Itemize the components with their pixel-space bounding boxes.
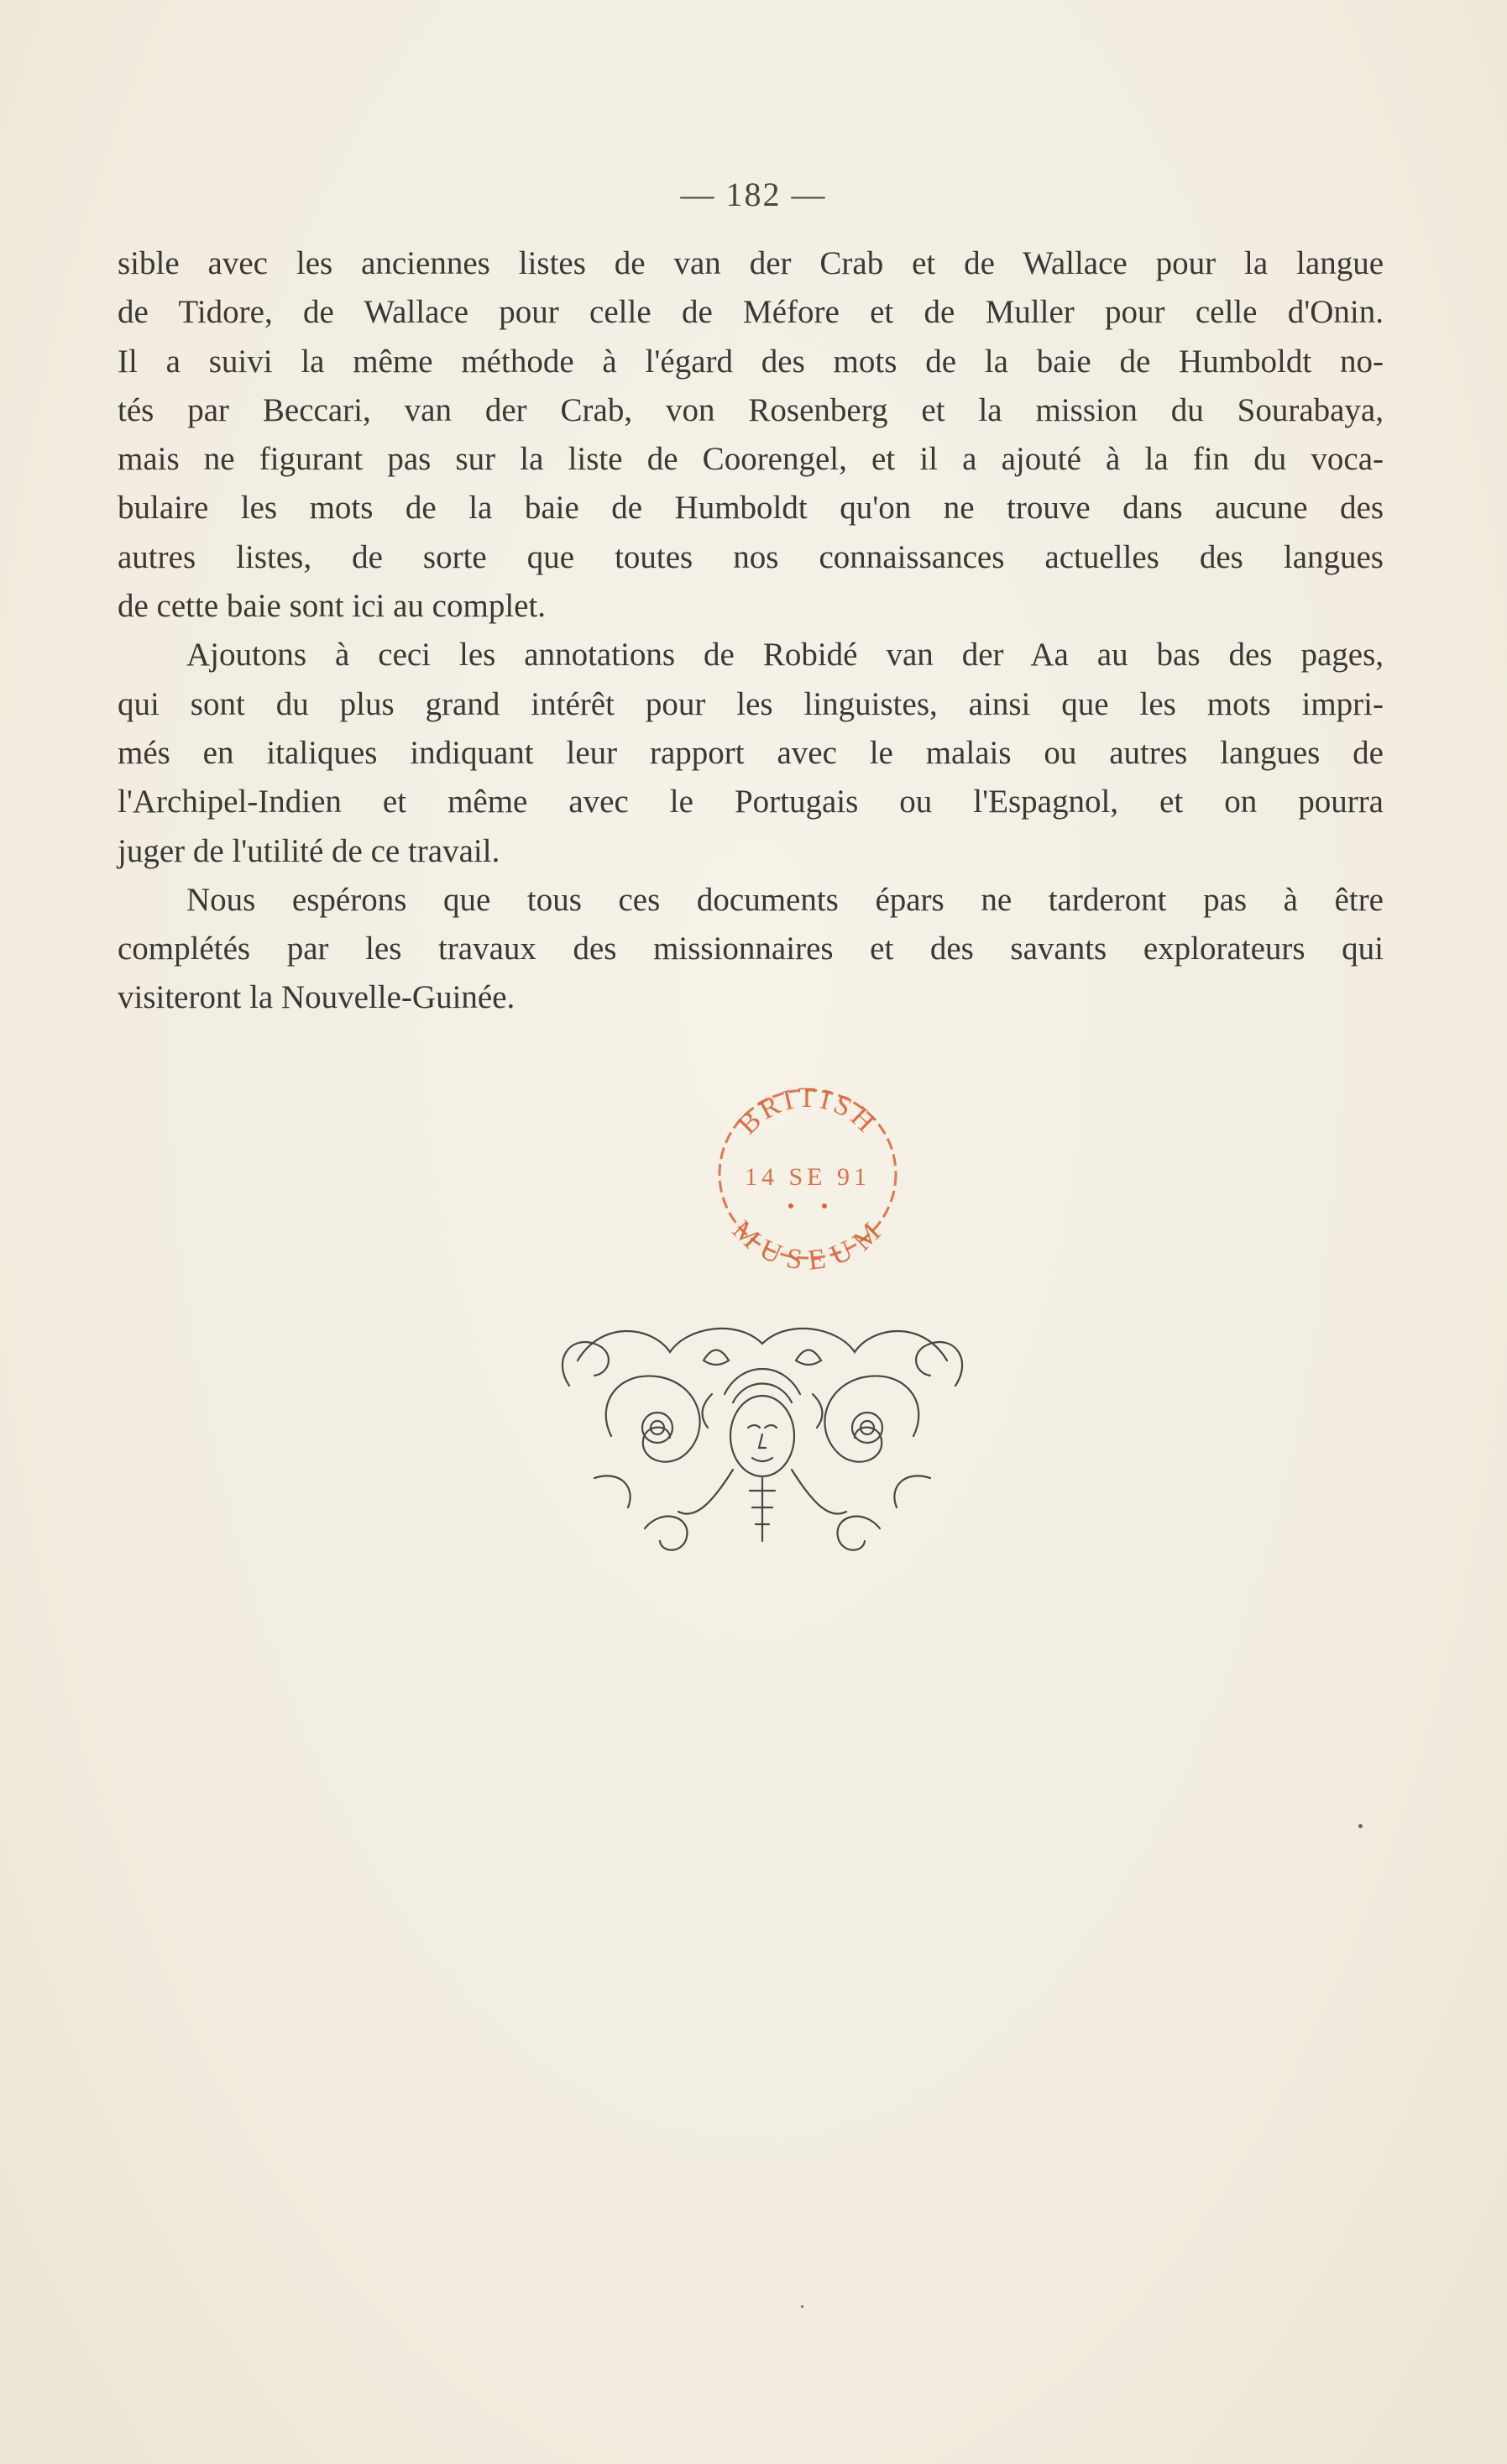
text-line: autres listes, de sorte que toutes nos connaissances actuelles des langues [118, 538, 1384, 575]
svg-text:MUSEUM [726, 1214, 889, 1275]
text-line: de cette baie sont ici au complet. [118, 588, 547, 625]
text-line: tés par Beccari, van der Crab, von Rosenberg et la mission du Sourabaya, [118, 391, 1384, 428]
page-speck [1358, 1824, 1363, 1828]
text-line: l'Archipel-Indien et même avec le Portugais ou l'Espagnol, et on pourra [118, 784, 1384, 820]
text-line: complétés par les travaux des missionnaires et des savants explorateurs qui [118, 931, 1384, 967]
vignette-mask-scrollwork-icon [544, 1310, 981, 1562]
text-line: més en italiques indiquant leur rapport avec le malais ou autres langues de [118, 734, 1384, 771]
text-line: mais ne figurant pas sur la liste de Coorengel, et il a ajouté à la fin du voca- [118, 441, 1384, 478]
text-line: Nous espérons que tous ces documents épars ne tarderont pas à être [186, 881, 1384, 918]
stamp-bottom-text: MUSEUM [726, 1214, 889, 1275]
text-line: sible avec les anciennes listes de van der Crab et de Wallace pour la langue [118, 245, 1384, 281]
svg-text:BRITISH [732, 1083, 883, 1140]
text-line: Il a suivi la même méthode à l'égard des mots de la baie de Humboldt no- [118, 343, 1384, 380]
text-line: de Tidore, de Wallace pour celle de Méfore et de Muller pour celle d'Onin. [118, 294, 1384, 331]
text-line: visiteront la Nouvelle-Guinée. [118, 979, 515, 1016]
page-number: — 182 — [680, 176, 827, 213]
text-line: bulaire les mots de la baie de Humboldt qu'on ne trouve dans aucune des [118, 490, 1384, 527]
stamp-top-text: BRITISH [731, 1082, 884, 1141]
text-line: qui sont du plus grand intérêt pour les linguistes, ainsi que les mots impri- [118, 685, 1384, 722]
text-line: Ajoutons à ceci les annotations de Robidé van der Aa au bas des pages, [186, 637, 1384, 674]
text-line: juger de l'utilité de ce travail. [118, 832, 500, 869]
british-museum-stamp [699, 1065, 917, 1275]
page-speck [801, 2305, 803, 2308]
body-text [118, 239, 1384, 1023]
stamp-date: 14 SE 91 [744, 1163, 871, 1191]
